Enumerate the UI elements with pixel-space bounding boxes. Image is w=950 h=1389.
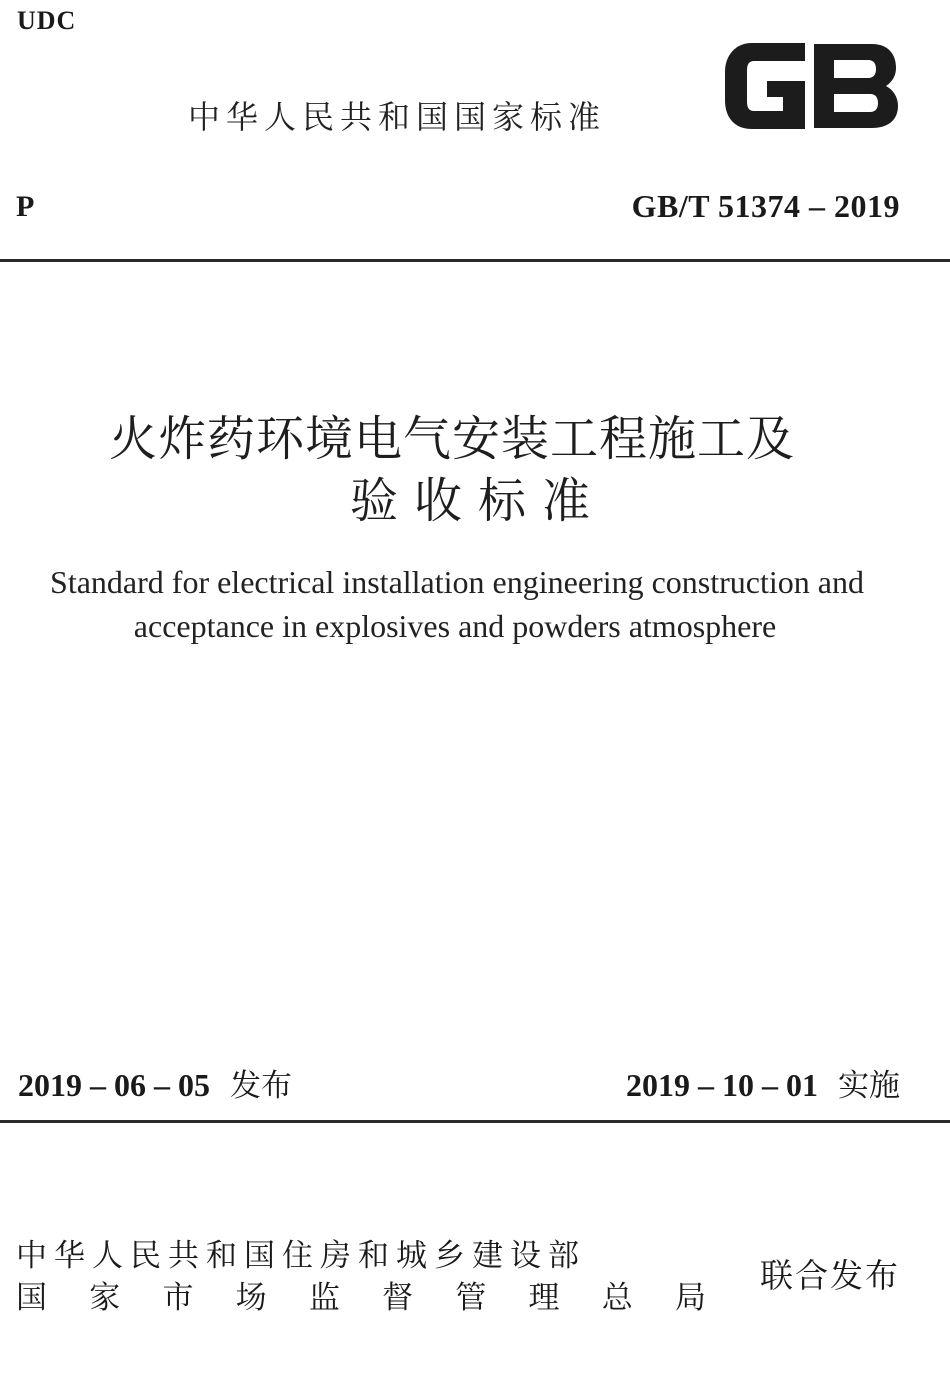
title-chinese-line1: 火炸药环境电气安装工程施工及 xyxy=(108,411,795,467)
gb-logo xyxy=(722,38,902,134)
issuer-samr-char: 市 xyxy=(162,1280,194,1316)
issue-date-label: 发布 xyxy=(230,1068,292,1104)
issuer-samr-char: 国 xyxy=(16,1280,47,1316)
issuer-samr-char: 场 xyxy=(235,1280,267,1316)
issuer-samr-char: 家 xyxy=(89,1280,121,1316)
gb-logo-g-shape xyxy=(726,44,804,128)
implementation-date-value: 2019 – 10 – 01 xyxy=(626,1067,818,1103)
top-divider xyxy=(0,259,950,262)
title-english xyxy=(0,560,950,648)
issue-date xyxy=(18,1060,292,1105)
implementation-date-label: 实施 xyxy=(838,1068,900,1104)
standard-number: GB/T 51374 – 2019 xyxy=(631,188,900,224)
gb-logo-b-shape xyxy=(814,44,898,128)
implementation-date xyxy=(626,1060,900,1105)
title-english-line1: Standard for electrical installation engineering construction and xyxy=(50,564,864,600)
jointly-issued-label: 联合发布 xyxy=(760,1256,900,1295)
issuer-samr-char: 理 xyxy=(528,1280,560,1316)
issue-date-value: 2019 – 06 – 05 xyxy=(18,1067,210,1103)
issuer-samr xyxy=(16,1272,706,1317)
udc-label: UDC xyxy=(17,6,77,35)
classification-code: P xyxy=(16,190,35,223)
issuer-samr-char: 局 xyxy=(674,1280,706,1316)
issuer-samr-char: 监 xyxy=(308,1280,340,1316)
issuer-samr-char: 总 xyxy=(601,1280,633,1316)
issuer-samr-char: 督 xyxy=(382,1280,414,1316)
bottom-divider xyxy=(0,1120,950,1123)
issuer-samr-char: 管 xyxy=(455,1280,487,1316)
issuer-ministry: 中华人民共和国住房和城乡建设部 xyxy=(16,1238,586,1274)
title-english-line2: acceptance in explosives and powders atmosphere xyxy=(133,608,777,644)
title-chinese xyxy=(0,408,950,532)
title-chinese-line2: 验收标准 xyxy=(349,473,606,529)
national-standard-heading: 中华人民共和国国家标准 xyxy=(188,98,607,136)
